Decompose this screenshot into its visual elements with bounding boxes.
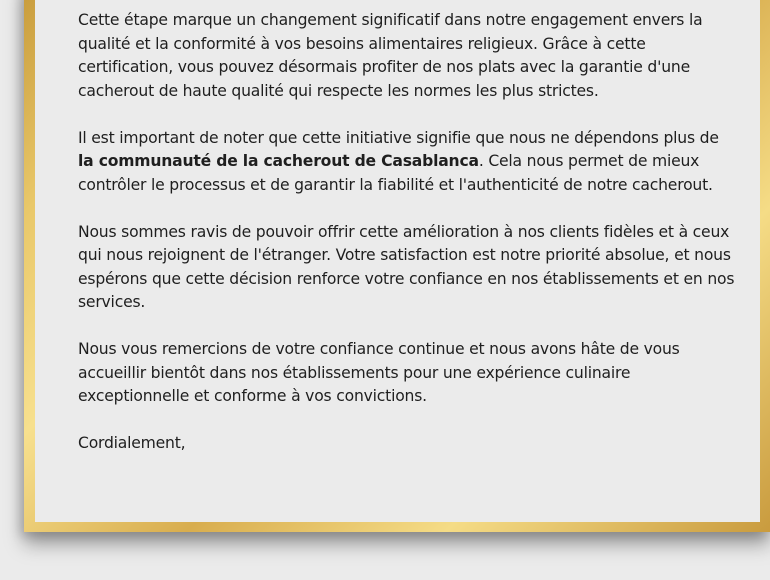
paragraph-independence — [78, 127, 738, 198]
paragraph-independence-end: . Cela nous permet de mieux contrôler le processus et de garantir la fiabilité et l'authenticité de notre cacherout. — [78, 152, 713, 194]
paragraph-independence-start: Il est important de noter que cette initiative signifie que nous ne dépendons plus de — [78, 128, 719, 147]
closing-salutation: Cordialement, — [78, 434, 186, 452]
paragraph-customers: Nous sommes ravis de pouvoir offrir cette amélioration à nos clients fidèles et à ceux qui nous rejoignent de l'étranger. Votre satisfaction est notre priorité absolue, et nous espérons que cette décision renforce votre confiance en nos établissements et en nos services. — [78, 222, 735, 311]
paragraph-certification: Cette étape marque un changement significatif dans notre engagement envers la qualité et la conformité à vos besoins alimentaires religieux. Grâce à cette certification, vous pouvez désormais profiter de nos plats avec la garantie d'une cacherout de haute qualité qui respecte les normes les plus strictes. — [78, 11, 703, 100]
community-name-bold: la communauté de la cacherout de Casablanca — [78, 152, 479, 170]
letter-body — [78, 9, 738, 479]
paragraph-thanks: Nous vous remercions de votre confiance continue et nous avons hâte de vous accueillir bientôt dans nos établissements pour une expérience culinaire exceptionnelle et conforme à vos convictions. — [78, 340, 680, 405]
